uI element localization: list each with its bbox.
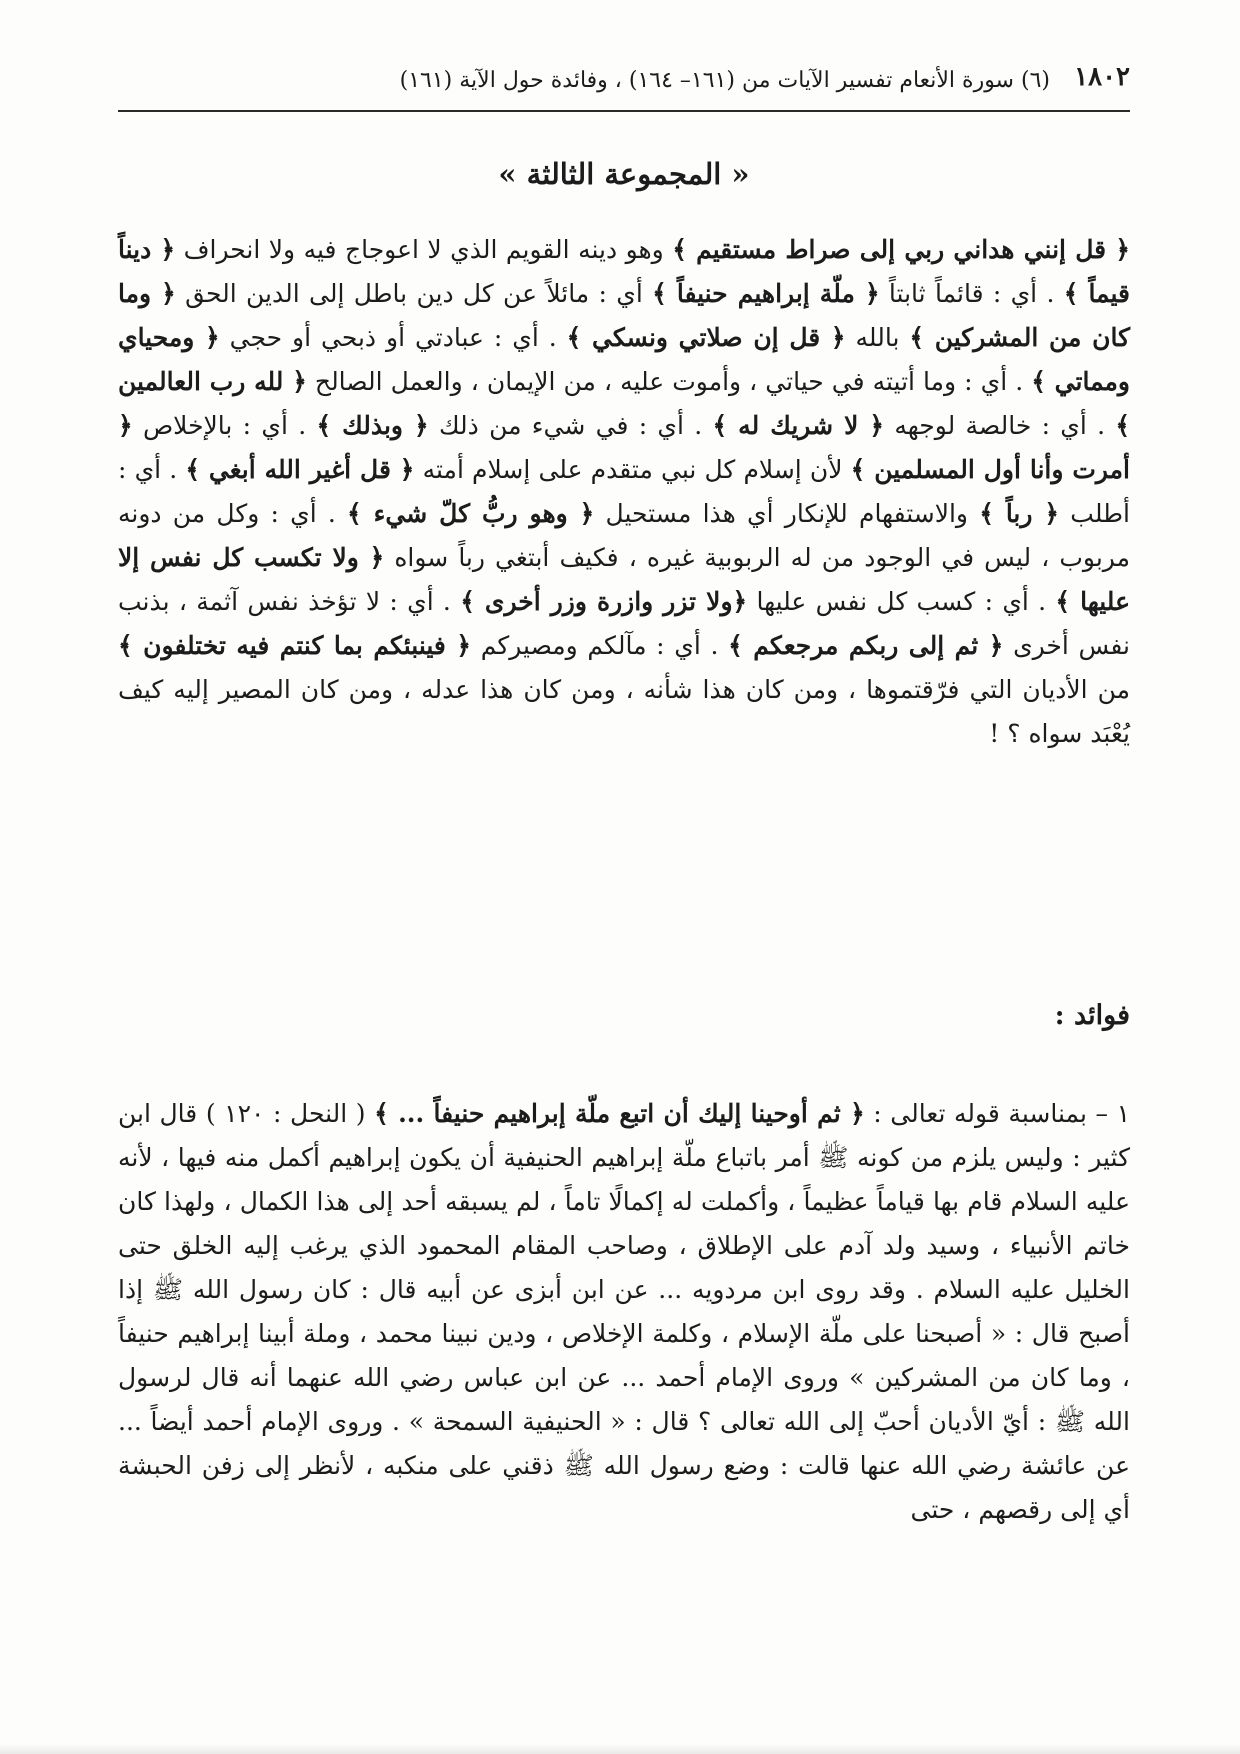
commentary-text: . أي : وكل من دونه مربوب ، ليس في الوجود من له الربوبية غيره ، فكيف أبتغي رباً سواه: [118, 499, 1130, 572]
notes-passage: [118, 1092, 1130, 1532]
quran-quote: ﴿ ثم إلى ربكم مرجعكم ﴾: [728, 631, 1004, 660]
quran-quote: ﴿ أمرت وأنا أول المسلمين ﴾: [118, 411, 1130, 484]
quran-quote: ﴿ فينبئكم بما كنتم فيه تختلفون ﴾: [118, 631, 471, 660]
quran-quote: ﴿ رباً ﴾: [979, 499, 1060, 528]
quran-quote: ﴿ ثم أوحينا إليك أن اتبع ملّة إبراهيم حنيفاً ... ﴾: [374, 1099, 865, 1128]
commentary-text: . أي : خالصة لوجهه: [884, 411, 1116, 440]
commentary-text: . أي : كسب كل نفس عليها: [747, 587, 1056, 616]
commentary-text: والاستفهام للإنكار أي هذا مستحيل: [594, 499, 980, 528]
page-header: [118, 60, 1130, 106]
page-edge: [0, 1744, 1240, 1754]
running-title: (٦) سورة الأنعام تفسير الآيات من (١٦١– ١٦٤) ، وفائدة حول الآية (١٦١): [399, 68, 1050, 93]
quran-quote: ﴿ولا تزر وازرة وزر أخرى ﴾: [460, 587, 748, 616]
quran-quote: ﴿ قل إنني هداني ربي إلى صراط مستقيم ﴾: [672, 235, 1130, 264]
commentary-text: ( النحل : ١٢٠ ) قال ابن كثير : وليس يلزم من كونه ﷺ أمر باتباع ملّة إبراهيم الحنيفية أن يكون إبراهيم أكمل منه فيها ، لأنه عليه السلام قام بها قياماً عظيماً ، وأكملت له إكمالًا تاماً ، لم يسبقه أحد إلى هذا الكمال ، ولهذا كان خاتم الأنبياء ، وسيد ولد آدم على الإطلاق ، وصاحب المقام المحمود الذي يرغب إليه الخلق حتى الخليل عليه السلام . وقد روى ابن مردويه ... عن ابن أبزى عن أبيه قال : كان رسول الله ﷺ إذا أصبح قال : « أصبحنا على ملّة الإسلام ، وكلمة الإخلاص ، ودين نبينا محمد ، وملة أبينا إبراهيم حنيفاً ، وما كان من المشركين » وروى الإمام أحمد ... عن ابن عباس رضي الله عنهما أنه قال لرسول الله ﷺ : أيّ الأديان أحبّ إلى الله تعالى ؟ قال : « الحنيفية السمحة » . وروى الإمام أحمد أيضاً ... عن عائشة رضي الله عنها قالت : وضع رسول الله ﷺ ذقني على منكبه ، لأنظر إلى زفن الحبشة أي إلى رقصهم ، حتى: [118, 1099, 1130, 1524]
quran-quote: ﴿ وهو ربُّ كلّ شيء ﴾: [347, 499, 595, 528]
commentary-text: ١ – بمناسبة قوله تعالى :: [864, 1099, 1130, 1128]
tafsir-passage: [118, 228, 1130, 756]
commentary-text: . أي : قائماً ثابتاً: [879, 279, 1064, 308]
commentary-text: . أي : مآلكم ومصيركم: [471, 631, 729, 660]
quran-quote: ﴿ ومحياي ومماتي ﴾: [118, 323, 1131, 396]
commentary-text: لأن إسلام كل نبي متقدم على إسلام أمته: [414, 455, 851, 484]
commentary-text: . أي : بالإخلاص: [132, 411, 317, 440]
quran-quote: ﴿ وما كان من المشركين ﴾: [118, 279, 1131, 352]
quran-quote: ﴿ ملّة إبراهيم حنيفاً ﴾: [652, 279, 880, 308]
page-number: ١٨٠٢: [1074, 62, 1130, 92]
quran-quote: ﴿ قل إن صلاتي ونسكي ﴾: [566, 323, 846, 352]
quran-quote: ﴿ ديناً قيماً ﴾: [118, 235, 1131, 308]
commentary-text: أي : مائلاً عن كل دين باطل إلى الدين الحق: [175, 279, 653, 308]
quran-quote: ﴿ قل أغير الله أبغي ﴾: [185, 455, 415, 484]
header-divider: [118, 110, 1130, 112]
commentary-text: بالله: [845, 323, 910, 352]
quran-quote: ﴿ ولا تكسب كل نفس إلا عليها ﴾: [118, 543, 1130, 616]
commentary-text: . أي : لا تؤخذ نفس آثمة ، بذنب نفس أخرى: [118, 587, 1131, 660]
commentary-text: . أي : وما أتيته في حياتي ، وأموت عليه ، من الإيمان ، والعمل الصالح: [306, 367, 1032, 396]
notes-heading: فوائد :: [1054, 1000, 1130, 1031]
commentary-text: . أي : أطلب: [118, 455, 1130, 528]
quran-quote: ﴿ لله رب العالمين ﴾: [118, 367, 1131, 440]
commentary-text: وهو دينه القويم الذي لا اعوجاج فيه ولا انحراف: [175, 235, 673, 264]
commentary-text: . أي : في شيء من ذلك: [428, 411, 713, 440]
commentary-text: . أي : عبادتي أو ذبحي أو حجي: [219, 323, 567, 352]
section-heading: « المجموعة الثالثة »: [498, 157, 750, 191]
quran-quote: ﴿ لا شريك له ﴾: [712, 411, 885, 440]
quran-quote: ﴿ وبذلك ﴾: [316, 411, 429, 440]
commentary-text: من الأديان التي فرّقتموها ، ومن كان هذا شأنه ، ومن كان هذا عدله ، ومن كان المصير إليه كيف يُعْبَد سواه ؟ !: [118, 675, 1130, 748]
